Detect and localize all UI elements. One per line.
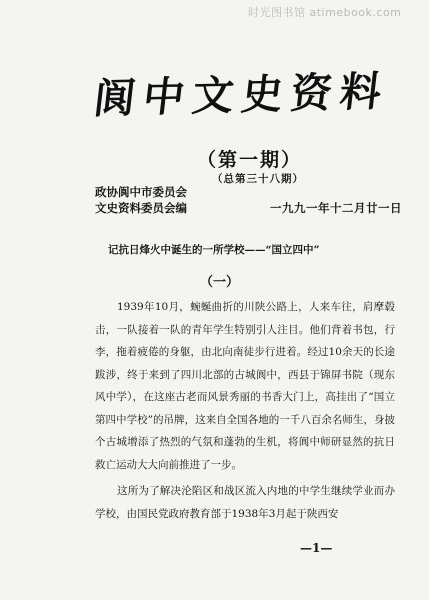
watermark: 时光图书馆 atimebook.com — [248, 6, 402, 19]
body-paragraph-1: 1939年10月，蜿蜒曲折的川陕公路上，人来车往，肩摩毂击，一队接着一队的青年学生特别引人注目。他们背着书包，行李，拖着疲倦的身躯，由北向南徒步行进着。经过10余天的长途跋涉，终于来到了四川北部的古城阆中，西县于锦屏书院（现东风中学），在这座古老而风景秀丽的书香大门上，高挂出了“国立第四中学校”的吊牌，这来自全国各地的一千八百余名师生，身披个古城增添了热烈的气氛和蓬勃的生机，将阆中师研显然的抗日救亡运动大大向前推进了一步。 — [95, 301, 395, 471]
body-paragraph-2: 这所为了解决沦陷区和战区流入内地的中学生继续学业而办学校，由国民党政府教育部于1938年3月起于陕西安 — [95, 485, 395, 520]
total-issue-number: （总第三十八期） — [212, 173, 304, 185]
page-number: —1— — [300, 541, 333, 555]
issue-number: （第一期） — [197, 149, 303, 171]
publisher-block — [95, 184, 187, 216]
publisher-line-2: 文史资料委员会编 — [95, 201, 187, 215]
masthead-title: 阆中文史资料 — [91, 67, 392, 123]
publisher-line-1: 政协阆中市委员会 — [95, 185, 187, 199]
article-title: 记抗日烽火中诞生的一所学校——“国立四中” — [108, 244, 320, 256]
section-number: （一） — [200, 275, 240, 290]
publication-date: 一九九一年十二月廿一日 — [270, 201, 402, 215]
